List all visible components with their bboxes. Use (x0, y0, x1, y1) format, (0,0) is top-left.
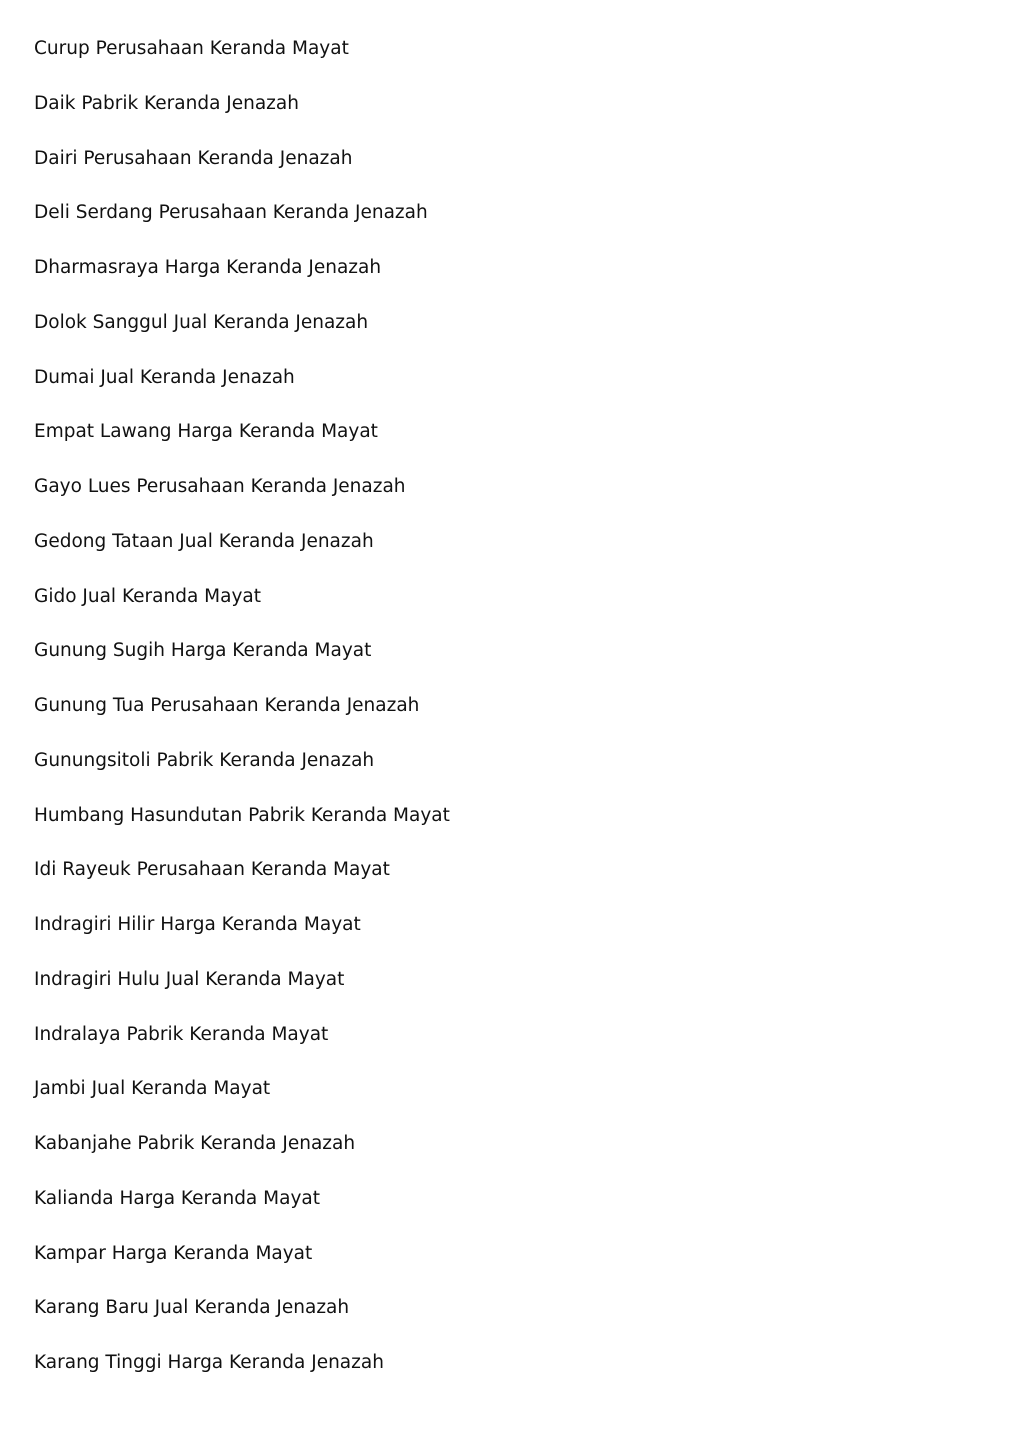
list-item: Dairi Perusahaan Keranda Jenazah (34, 147, 353, 169)
list-item: Empat Lawang Harga Keranda Mayat (34, 421, 378, 443)
list-item: Dolok Sanggul Jual Keranda Jenazah (34, 311, 369, 333)
list-item: Kabanjahe Pabrik Keranda Jenazah (34, 1133, 356, 1154)
list-item: Dumai Jual Keranda Jenazah (34, 366, 295, 388)
list-item: Curup Perusahaan Keranda Mayat (34, 38, 349, 59)
list-item: Gedong Tataan Jual Keranda Jenazah (34, 530, 374, 552)
list-item: Humbang Hasundutan Pabrik Keranda Mayat (34, 804, 450, 826)
list-item: Indragiri Hilir Harga Keranda Mayat (34, 914, 361, 935)
keyword-list (34, 37, 450, 1406)
list-item: Indragiri Hulu Jual Keranda Mayat (34, 968, 345, 990)
list-item: Dharmasraya Harga Keranda Jenazah (34, 257, 382, 278)
list-item: Kampar Harga Keranda Mayat (34, 1242, 313, 1264)
list-item: Gayo Lues Perusahaan Keranda Jenazah (34, 476, 406, 497)
list-item: Deli Serdang Perusahaan Keranda Jenazah (34, 202, 428, 224)
list-item: Gido Jual Keranda Mayat (34, 585, 262, 607)
list-item: Gunung Sugih Harga Keranda Mayat (34, 640, 372, 662)
list-item: Jambi Jual Keranda Mayat (34, 1078, 271, 1100)
list-item: Gunung Tua Perusahaan Keranda Jenazah (34, 695, 420, 716)
list-item: Indralaya Pabrik Keranda Mayat (34, 1023, 329, 1045)
list-item: Idi Rayeuk Perusahaan Keranda Mayat (34, 859, 390, 881)
list-item: Kalianda Harga Keranda Mayat (34, 1187, 320, 1209)
list-item: Gunungsitoli Pabrik Keranda Jenazah (34, 749, 375, 771)
list-item: Karang Tinggi Harga Keranda Jenazah (34, 1352, 384, 1373)
list-item: Daik Pabrik Keranda Jenazah (34, 92, 299, 114)
list-item: Karang Baru Jual Keranda Jenazah (34, 1297, 350, 1319)
